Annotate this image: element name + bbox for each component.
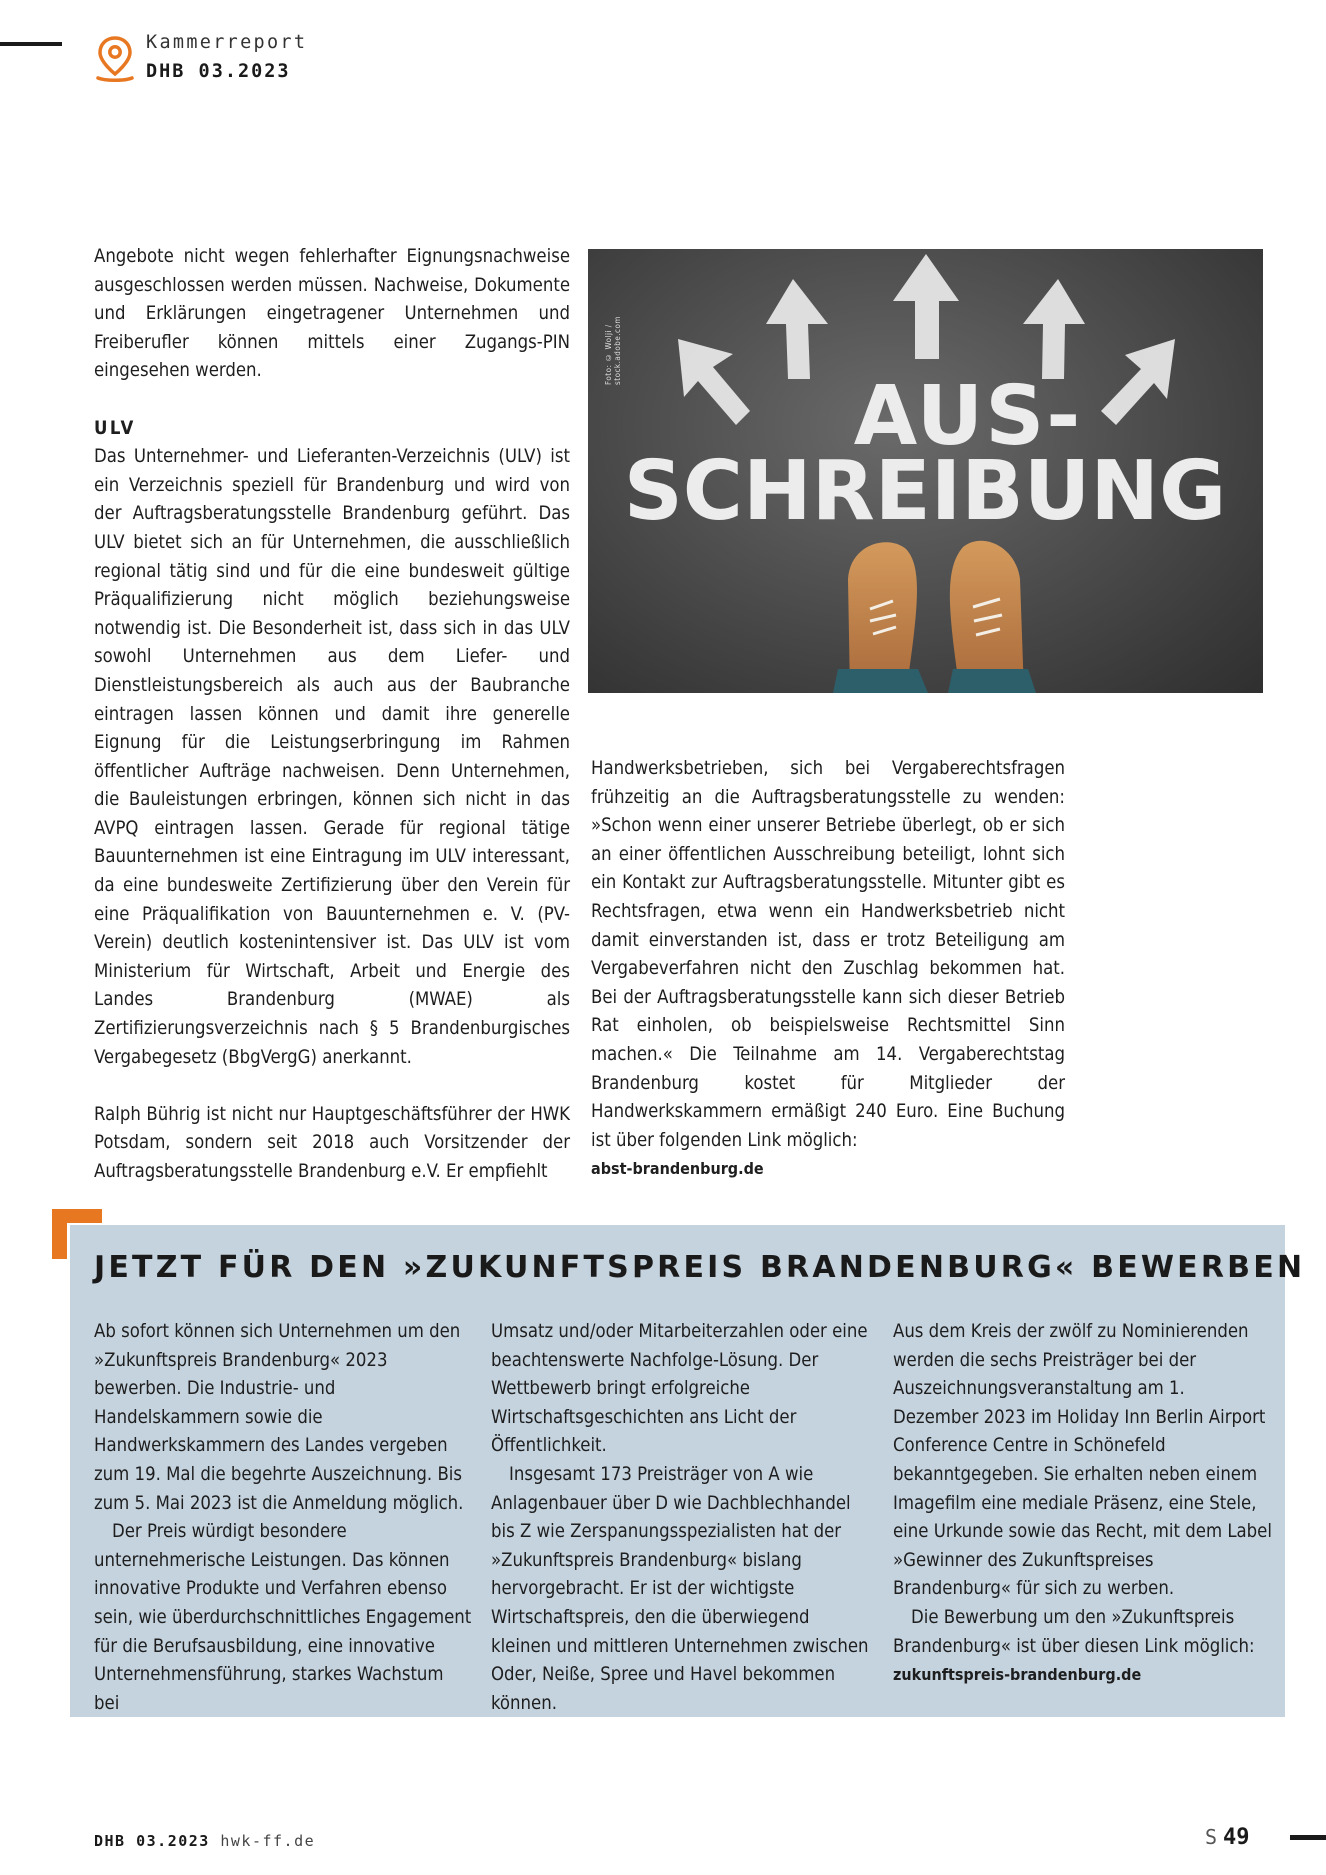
paragraph: Ab sofort können sich Unternehmen um den »Zukunftspreis Brandenburg« 2023 bewerben. Die Industrie- und Handelskammern sowie die Handwerkskammern des Landes vergeben zum 19. Mal die begehrte Auszeichnung. Bis zum 5. Mai 2023 ist die Anmeldung möglich. xyxy=(94,1321,464,1514)
paragraph: Angebote nicht wegen fehlerhafter Eignungsnachweise ausgeschlossen werden müssen. Nachweise, Dokumente und Erklärungen eingetragener Unternehmen und Freiberufler können mittels einer Zugangs-PIN eingesehen werden. xyxy=(94,246,570,382)
issue-label: DHB 03.2023 xyxy=(146,61,291,82)
location-pin-icon xyxy=(95,34,135,84)
footer-left xyxy=(94,1832,315,1850)
zukunftspreis-link[interactable]: zukunftspreis-brandenburg.de xyxy=(893,1665,1142,1685)
subheading-ulv: ULV xyxy=(94,417,136,439)
article-photo xyxy=(588,249,1263,693)
shoes xyxy=(833,541,1036,693)
article-right-column xyxy=(591,755,1065,1184)
paragraph: Insgesamt 173 Preisträger von A wie Anlagenbauer über D wie Dachblechhandel bis Z wie Zerspanungsspezialisten hat der »Zukunftspreis Brandenburg« bislang hervorgebracht. Er ist der wichtigste Wirtschaftspreis, den die überwiegend kleinen und mittleren Unternehmen zwischen Oder, Neiße, Spree und Havel bekommen können. xyxy=(491,1463,869,1714)
infobox-column-3 xyxy=(893,1318,1273,1690)
paragraph: Umsatz und/oder Mitarbeiterzahlen oder eine beachtenswerte Nachfolge-Lösung. Der Wettbewerb bringt erfolgreiche Wirtschaftsgeschichten ans Licht der Öffentlichkeit. xyxy=(491,1321,868,1457)
page-label: S xyxy=(1205,1825,1218,1849)
infobox-title: JETZT FÜR DEN »ZUKUNFTSPREIS BRANDENBURG« BEWERBEN xyxy=(94,1250,1306,1285)
paragraph: Das Unternehmer- und Lieferanten-Verzeichnis (ULV) ist ein Verzeichnis speziell für Brandenburg und wird von der Auftragsberatungsstelle Brandenburg geführt. Das ULV bietet sich an für Unternehmen, die ausschließlich regional tätig sind und für die eine bundesweit gültige Präqualifizierung nicht möglich beziehungsweise notwendig ist. Die Besonderheit ist, dass sich in das ULV sowohl Unternehmen aus dem Liefer- und Dienstleistungsbereich als auch aus der Baubranche eintragen lassen können und damit ihre generelle Eignung für die Leistungserbringung im Rahmen öffentlicher Aufträge nachweisen. Denn Unternehmen, die Bauleistungen erbringen, können sich nicht in das AVPQ eintragen lassen. Gerade für regional tätige Bauunternehmen ist eine Eintragung im ULV interessant, da eine bundesweite Zertifizierung über den Verein für eine Präqualifikation von Bauunternehmen e. V. (PV-Verein) deutlich kostenintensiver ist. Das ULV ist vom Ministerium für Wirtschaft, Arbeit und Energie des Landes Brandenburg (MWAE) als Zertifizierungsverzeichnis nach § 5 Brandenburgisches Vergabegesetz (BbgVergG) anerkannt. xyxy=(94,446,570,1068)
header-rule xyxy=(0,42,62,46)
abst-link[interactable]: abst-brandenburg.de xyxy=(591,1159,764,1179)
article-left-column xyxy=(94,243,570,1187)
paragraph: Ralph Bührig ist nicht nur Hauptgeschäftsführer der HWK Potsdam, sondern seit 2018 auch Vorsitzender der Auftragsberatungsstelle Brandenburg e.V. Er empfiehlt xyxy=(94,1103,570,1182)
paragraph: Handwerksbetrieben, sich bei Vergaberechtsfragen frühzeitig an die Auftragsberatungsstelle zu wenden: »Schon wenn einer unserer Betriebe überlegt, ob er sich an einer öffentlichen Ausschreibung beteiligt, lohnt sich ein Kontakt zur Auftragsberatungsstelle. Mitunter gibt es Rechtsfragen, etwa wenn ein Handwerksbetrieb nicht damit einverstanden ist, dass er trotz Beteiligung am Vergabeverfahren nicht den Zuschlag bekommen hat. Bei der Auftragsberatungsstelle kann sich dieser Betrieb Rat einholen, ob beispielsweise Rechtsmittel Sinn machen.« Die Teilnahme am 14. Vergaberechtstag Brandenburg kostet für Mitglieder der Handwerkskammern ermäßigt 240 Euro. Eine Buchung ist über folgenden Link möglich: xyxy=(591,758,1065,1151)
paragraph: Aus dem Kreis der zwölf zu Nominierenden werden die sechs Preisträger bei der Auszeichnungsveranstaltung am 1. Dezember 2023 im Holiday Inn Berlin Airport Conference Centre in Schönefeld bekanntgegeben. Sie erhalten neben einem Imagefilm eine mediale Präsenz, eine Stele, eine Urkunde sowie das Recht, mit dem Label »Gewinner des Zukunftspreises Brandenburg« für sich zu werben. xyxy=(893,1321,1272,1600)
paragraph-text: Die Bewerbung um den »Zukunftspreis Brandenburg« ist über diesen Link möglich: xyxy=(893,1606,1255,1657)
photo-credit: Foto: © Wolji / stock.adobe.com xyxy=(604,316,622,385)
photo-text-line2: SCHREIBUNG xyxy=(623,444,1227,539)
page-number xyxy=(1205,1825,1250,1850)
infobox-column-1 xyxy=(94,1318,474,1718)
paragraph: Der Preis würdigt besondere unternehmerische Leistungen. Das können innovative Produkte und Verfahren ebenso sein, wie überdurchschnittliches Engagement für die Berufsausbildung, eine innovative Unternehmensführung, starkes Wachstum bei xyxy=(94,1521,472,1714)
paragraph xyxy=(893,1604,1273,1690)
footer-issue: DHB 03.2023 xyxy=(94,1832,210,1850)
photo-illustration xyxy=(588,249,1263,693)
infobox-accent xyxy=(52,1209,102,1223)
footer-site: hwk-ff.de xyxy=(220,1832,316,1850)
section-title: Kammerreport xyxy=(146,32,308,53)
infobox-column-2 xyxy=(491,1318,871,1718)
page-number-value: 49 xyxy=(1223,1825,1250,1850)
photo-text-line1: AUS- xyxy=(853,369,1083,464)
footer-rule xyxy=(1290,1835,1326,1840)
